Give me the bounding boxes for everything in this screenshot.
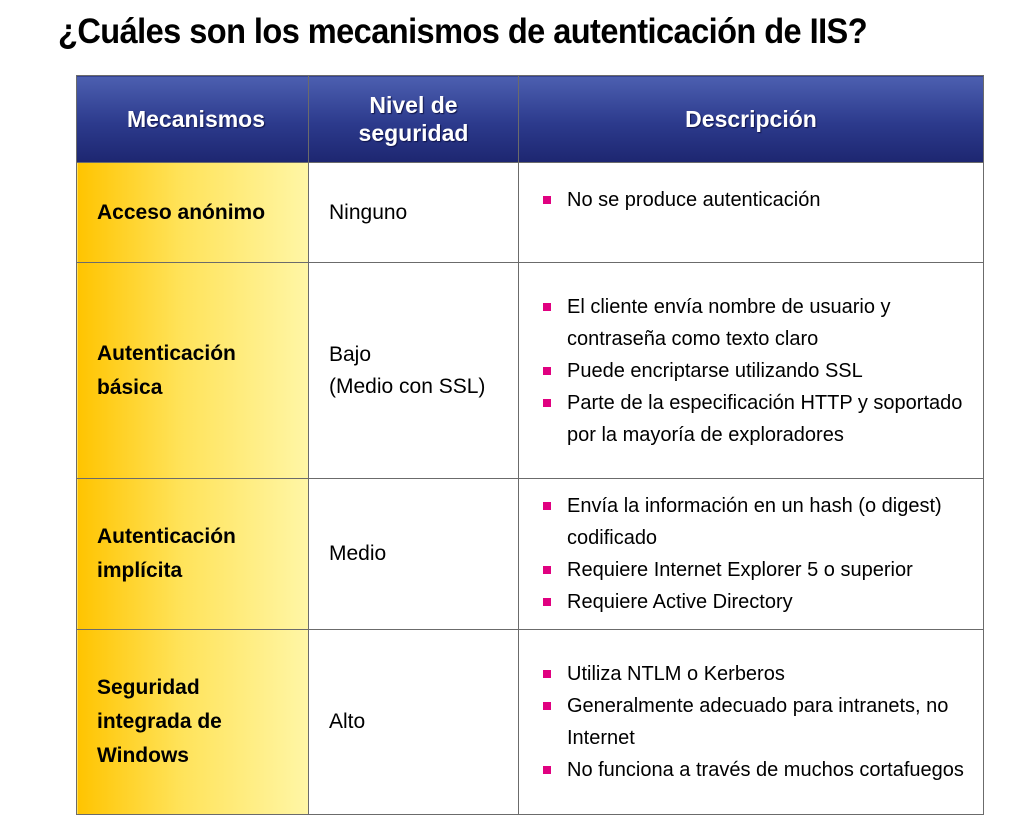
list-item: [543, 184, 965, 216]
list-item: [543, 387, 965, 451]
security-level-cell: [309, 163, 519, 263]
description-cell: [519, 479, 984, 630]
mechanism-cell: [77, 163, 309, 263]
security-level-cell: [309, 263, 519, 479]
header-description: [519, 76, 984, 163]
square-bullet-icon: [543, 670, 551, 678]
mechanism-label-line1: Seguridad: [97, 676, 200, 699]
bullet-text: Parte de la especificación HTTP y soportado por la mayoría de exploradores: [567, 391, 963, 446]
mechanism-label-line2: implícita: [97, 559, 183, 582]
bullet-text: Generalmente adecuado para intranets, no Internet: [567, 695, 949, 749]
mechanism-cell: [77, 263, 309, 479]
bullet-text: Utiliza NTLM o Kerberos: [567, 663, 785, 685]
header-level-line2: seguridad: [358, 120, 469, 146]
square-bullet-icon: [543, 566, 551, 574]
square-bullet-icon: [543, 766, 551, 774]
list-item: [543, 658, 965, 690]
bullet-text: Envía la información en un hash (o digest) codificado: [567, 495, 942, 549]
header-security-level: [309, 76, 519, 163]
mechanism-label-line2: integrada de: [97, 710, 222, 733]
security-level-line1: Bajo: [329, 342, 372, 366]
square-bullet-icon: [543, 196, 551, 204]
list-item: [543, 291, 965, 355]
bullet-text: Requiere Internet Explorer 5 o superior: [567, 559, 913, 581]
bullet-text: Puede encriptarse utilizando SSL: [567, 359, 863, 382]
square-bullet-icon: [543, 303, 551, 311]
mechanism-label-line2: básica: [97, 375, 163, 399]
bullet-text: No se produce autenticación: [567, 189, 821, 211]
security-level-label: Ninguno: [329, 200, 408, 224]
security-level-cell: [309, 479, 519, 630]
square-bullet-icon: [543, 367, 551, 375]
header-description-label: Descripción: [685, 106, 817, 132]
table-row-digest: [77, 479, 984, 630]
header-mechanisms-label: Mecanismos: [126, 106, 266, 132]
description-cell: [519, 263, 984, 479]
list-item: [543, 490, 965, 554]
security-level-label: Alto: [329, 710, 366, 733]
description-list: [543, 490, 965, 618]
security-level-label: Medio: [329, 542, 387, 565]
slide-title: ¿Cuáles son los mecanismos de autenticación de IIS?: [58, 12, 868, 51]
mechanism-label-line1: Autenticación: [97, 525, 236, 548]
list-item: [543, 586, 965, 618]
table-row-windows-integrated: [77, 630, 984, 815]
description-list: [543, 291, 965, 451]
bullet-text: No funciona a través de muchos cortafuegos: [567, 759, 964, 781]
header-level-line1: Nivel de: [369, 92, 458, 118]
table-row-basic: [77, 263, 984, 479]
security-level-cell: [309, 630, 519, 815]
list-item: [543, 554, 965, 586]
authentication-table: [76, 75, 984, 815]
description-cell: [519, 163, 984, 263]
table-header-row: [77, 76, 984, 163]
bullet-text: El cliente envía nombre de usuario y contraseña como texto claro: [567, 295, 891, 350]
list-item: [543, 355, 965, 387]
header-mechanisms: [77, 76, 309, 163]
table-row-anonymous: [77, 163, 984, 263]
description-cell: [519, 630, 984, 815]
mechanism-label-line3: Windows: [97, 744, 189, 767]
description-list: [543, 658, 965, 786]
list-item: [543, 754, 965, 786]
square-bullet-icon: [543, 702, 551, 710]
mechanism-label: Acceso anónimo: [97, 200, 266, 224]
mechanism-cell: [77, 479, 309, 630]
mechanism-cell: [77, 630, 309, 815]
mechanism-label-line1: Autenticación: [97, 341, 236, 365]
security-level-line2: (Medio con SSL): [329, 374, 486, 398]
square-bullet-icon: [543, 598, 551, 606]
bullet-text: Requiere Active Directory: [567, 591, 793, 613]
description-list: [543, 184, 965, 216]
square-bullet-icon: [543, 502, 551, 510]
square-bullet-icon: [543, 399, 551, 407]
list-item: [543, 690, 965, 754]
